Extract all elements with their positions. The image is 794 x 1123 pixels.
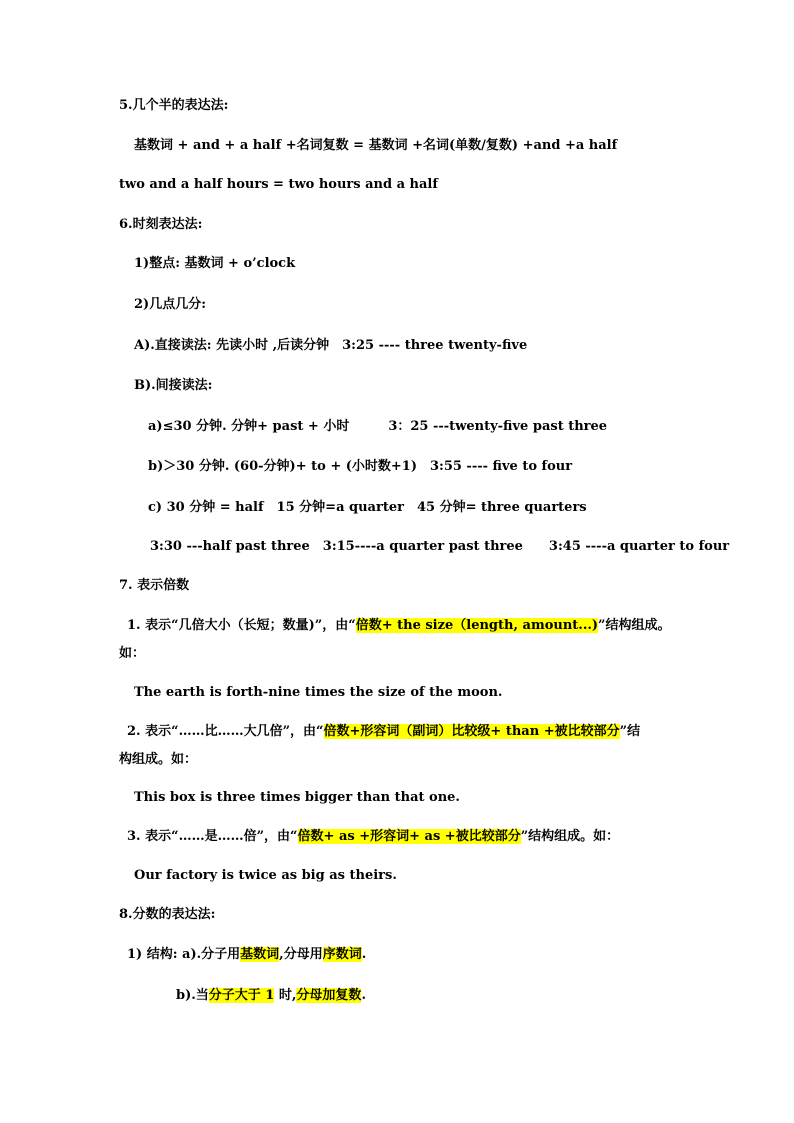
structure-a-highlight-1: 基数词 [240, 947, 280, 962]
structure-a-middle: ,分母用 [279, 947, 323, 962]
section-5-heading: 5.几个半的表达法: [119, 98, 229, 113]
section-5-formula: 基数词 + and + a half +名词复数 = 基数词 +名词(单数/复数) +and +a half [134, 138, 618, 153]
section-6-point-b: B).间接读法: [134, 378, 213, 393]
item-1-highlight: 倍数+ the size（length, amount...) [355, 618, 599, 633]
item-2-suffix: ”结 [619, 724, 641, 739]
structure-a-end: . [361, 947, 367, 962]
section-7-item-2-example: This box is three times bigger than that one. [134, 790, 460, 805]
structure-b-highlight-2: 分母加复数 [296, 988, 362, 1003]
item-1-prefix: 1. 表示“几倍大小（长短；数量)”，由“ [127, 618, 356, 633]
section-6-point-2: 2)几点几分: [134, 297, 206, 312]
structure-a-highlight-2: 序数词 [322, 947, 362, 962]
structure-b-middle: 时, [274, 988, 297, 1003]
structure-b-end: . [361, 988, 366, 1003]
section-7-item-3 [127, 828, 619, 846]
item-1-suffix: ”结构组成。 [598, 618, 671, 633]
section-6-point-1: 1)整点: 基数词 + o’clock [134, 256, 296, 271]
structure-a-prefix: 1) 结构: a).分子用 [127, 947, 241, 962]
section-7-item-1-ru: 如： [119, 646, 146, 661]
section-6-examples: 3:30 ---half past three 3:15----a quarter past three 3:45 ----a quarter to four [150, 539, 730, 554]
section-7-item-2 [127, 723, 640, 741]
section-6-point-a: A).直接读法: 先读小时 ,后读分钟 3:25 ---- three twenty-five [134, 338, 528, 353]
section-8-heading: 8.分数的表达法: [119, 907, 216, 922]
section-7-item-2-cont: 构组成。如： [119, 752, 198, 767]
section-6-rule-a: a)≤30 分钟. 分钟+ past + 小时 3：25 ---twenty-five past three [148, 419, 608, 434]
section-6-rule-b: b)＞30 分钟. (60-分钟)+ to + (小时数+1) 3:55 ---- five to four [148, 459, 573, 474]
section-7-item-1 [127, 617, 671, 635]
item-3-suffix: ”结构组成。如： [520, 829, 620, 844]
section-7-heading: 7. 表示倍数 [119, 578, 190, 593]
structure-b-prefix: b).当 [176, 988, 209, 1003]
item-2-prefix: 2. 表示“……比……大几倍”，由“ [127, 724, 324, 739]
section-8-structure-b [176, 987, 366, 1005]
section-6-rule-c: c) 30 分钟 = half 15 分钟=a quarter 45 分钟= three quarters [148, 500, 587, 515]
item-3-highlight: 倍数+ as +形容词+ as +被比较部分 [297, 829, 521, 844]
section-8-structure-a [127, 946, 366, 964]
item-3-prefix: 3. 表示“……是……倍”，由“ [127, 829, 298, 844]
structure-b-highlight-1: 分子大于 1 [208, 988, 275, 1003]
item-2-highlight: 倍数+形容词（副词）比较级+ than +被比较部分 [323, 724, 620, 739]
section-7-item-3-example: Our factory is twice as big as theirs. [134, 868, 397, 883]
section-7-item-1-example: The earth is forth-nine times the size of the moon. [134, 685, 503, 700]
section-6-heading: 6.时刻表达法: [119, 217, 203, 232]
section-5-example: two and a half hours = two hours and a half [119, 177, 438, 192]
